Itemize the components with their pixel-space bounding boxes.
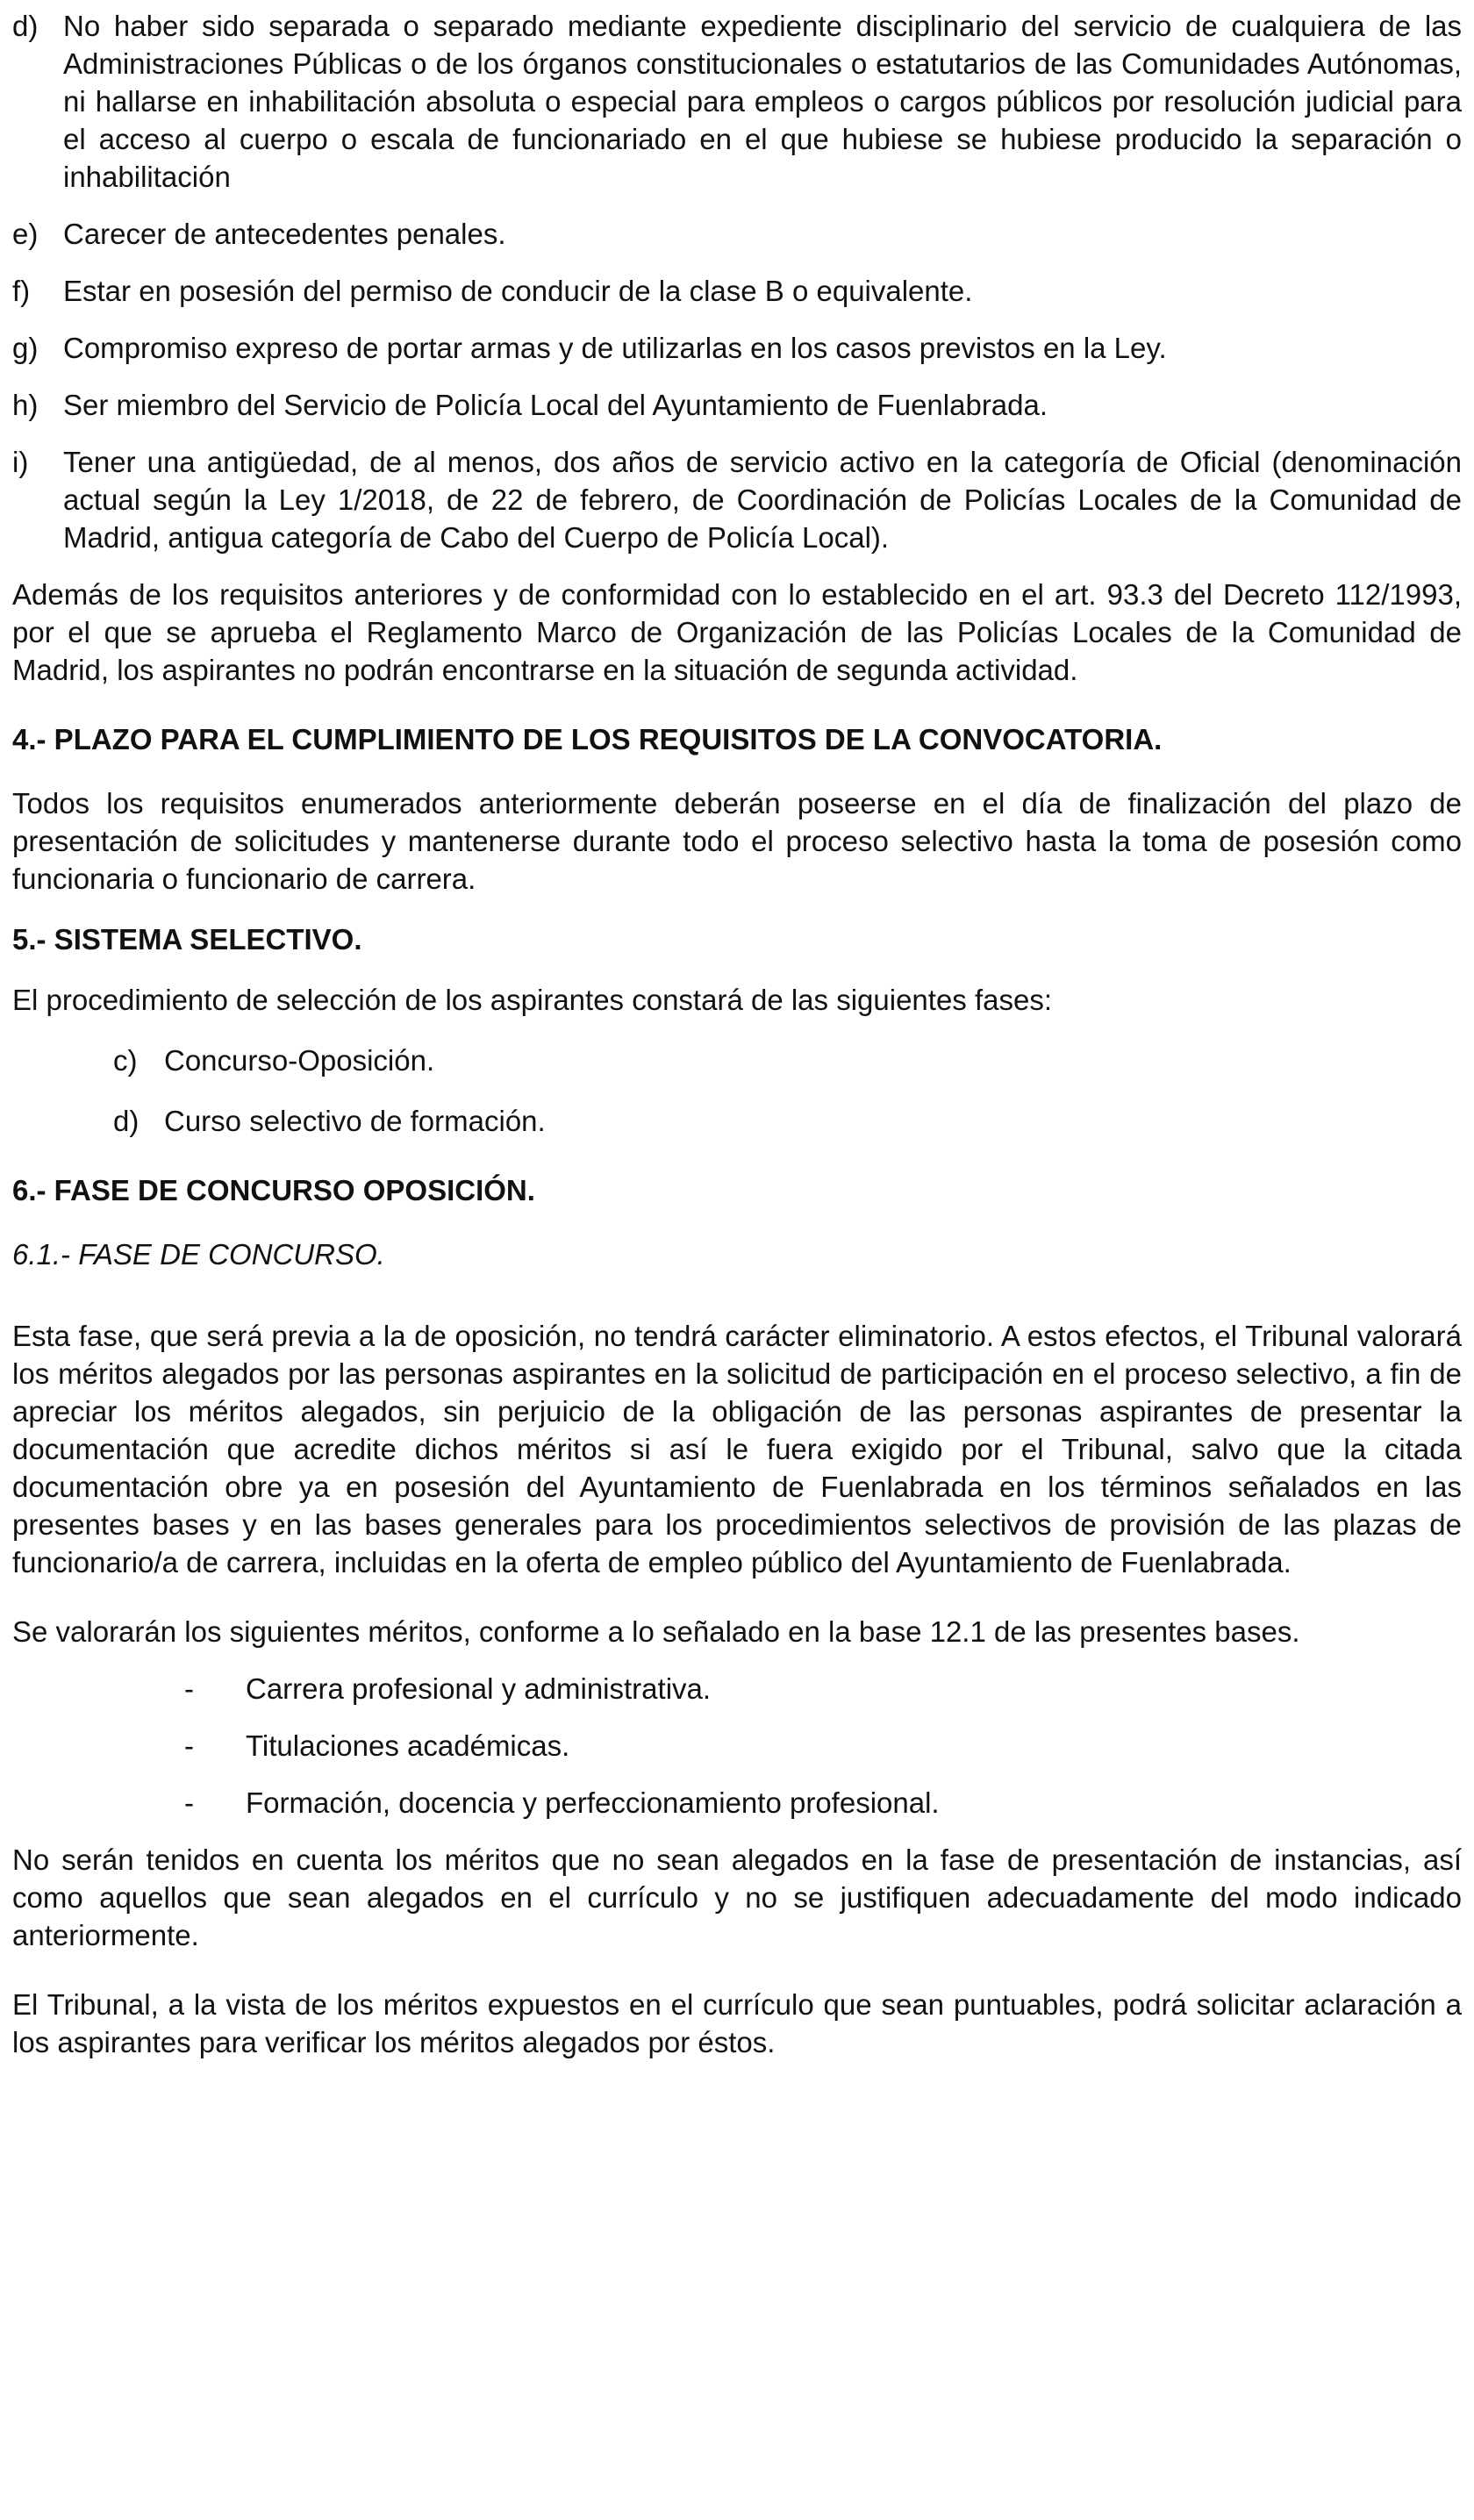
- list-marker: -: [184, 1672, 194, 1705]
- requirement-text: Estar en posesión del permiso de conducir de la clase B o equivalente.: [63, 275, 973, 307]
- list-marker: -: [184, 1729, 194, 1762]
- merit-text: Carrera profesional y administrativa.: [246, 1672, 712, 1705]
- merit-item: [184, 1727, 1462, 1765]
- list-marker: f): [12, 275, 31, 307]
- requirement-i: [12, 443, 1462, 556]
- phase-item: [113, 1102, 1462, 1140]
- list-marker: i): [12, 446, 29, 478]
- requirement-g: [12, 329, 1462, 367]
- merits-list: [184, 1670, 1462, 1822]
- list-marker: d): [12, 10, 39, 42]
- requirement-d: [12, 7, 1462, 196]
- requirement-h: [12, 386, 1462, 424]
- section-6-paragraph-4: El Tribunal, a la vista de los méritos expuestos en el currículo que sean puntuables, podrá solicitar aclaración a los aspirantes para verificar los méritos alegados por éstos.: [12, 1988, 1462, 2058]
- section-4-heading: 4.- PLAZO PARA EL CUMPLIMIENTO DE LOS REQUISITOS DE LA CONVOCATORIA.: [12, 723, 1163, 755]
- requirement-f: [12, 272, 1462, 310]
- merit-text: Titulaciones académicas.: [246, 1729, 570, 1762]
- list-marker: e): [12, 218, 39, 250]
- section-5-heading: 5.- SISTEMA SELECTIVO.: [12, 923, 362, 956]
- phases-list: [113, 1042, 1462, 1140]
- requirement-e: [12, 215, 1462, 253]
- list-marker: c): [113, 1044, 138, 1077]
- list-marker: -: [184, 1786, 194, 1819]
- section-5-intro: El procedimiento de selección de los aspirantes constará de las siguientes fases:: [12, 984, 1053, 1016]
- requirement-text: No haber sido separada o separado mediante expediente disciplinario del servicio de cualquiera de las Administraciones Públicas o de los órganos constitucionales o estatutarios de las Comunidades Autónomas, ni hallarse en inhabilitación absoluta o especial para empleos o cargos públicos por resolución judicial para el acceso al cuerpo o escala de funcionariado en el que hubiese se hubiese producido la separación o inhabilitación: [63, 10, 1462, 193]
- requirement-text: Tener una antigüedad, de al menos, dos años de servicio activo en la categoría de Oficial (denominación actual según la Ley 1/2018, de 22 de febrero, de Coordinación de Policías Locales de la Comunidad de Madrid, antigua categoría de Cabo del Cuerpo de Policía Local).: [63, 446, 1462, 554]
- requirement-text: Compromiso expreso de portar armas y de utilizarlas en los casos previstos en la Ley.: [63, 332, 1167, 364]
- requirements-note: Además de los requisitos anteriores y de conformidad con lo establecido en el art. 93.3 del Decreto 112/1993, por el que se aprueba el Reglamento Marco de Organización de las Policías Locales de la Comunidad de Madrid, los aspirantes no podrán encontrarse en la situación de segunda actividad.: [12, 578, 1462, 686]
- list-marker: h): [12, 389, 39, 421]
- phase-item: [113, 1042, 1462, 1079]
- phase-text: Concurso-Oposición.: [164, 1044, 435, 1077]
- list-marker: g): [12, 332, 39, 364]
- merit-item: [184, 1670, 1462, 1707]
- section-6-paragraph-1: Esta fase, que será previa a la de oposición, no tendrá carácter eliminatorio. A estos efectos, el Tribunal valorará los méritos alegados por las personas aspirantes en la solicitud de participación en el proceso selectivo, a fin de apreciar los méritos alegados, sin perjuicio de la obligación de las personas aspirantes de presentar la documentación que acredite dichos méritos si así le fuera exigido por el Tribunal, salvo que la citada documentación obre ya en posesión del Ayuntamiento de Fuenlabrada en los términos señalados en las presentes bases y en las bases generales para los procedimientos selectivos de provisión de las plazas de funcionario/a de carrera, incluidas en la oferta de empleo público del Ayuntamiento de Fuenlabrada.: [12, 1320, 1462, 1579]
- section-4-body: Todos los requisitos enumerados anteriormente deberán poseerse en el día de finalización del plazo de presentación de solicitudes y mantenerse durante todo el proceso selectivo hasta la toma de posesión como funcionaria o funcionario de carrera.: [12, 787, 1462, 895]
- section-6-heading: 6.- FASE DE CONCURSO OPOSICIÓN.: [12, 1174, 535, 1206]
- section-6-paragraph-3: No serán tenidos en cuenta los méritos que no sean alegados en la fase de presentación de instancias, así como aquellos que sean alegados en el currículo y no se justifiquen adecuadamente del modo indicado anteriormente.: [12, 1843, 1462, 1951]
- list-marker: d): [113, 1105, 140, 1137]
- requirement-text: Carecer de antecedentes penales.: [63, 218, 506, 250]
- document-page: [12, 7, 1462, 2061]
- section-6-paragraph-2: Se valorarán los siguientes méritos, conforme a lo señalado en la base 12.1 de las presentes bases.: [12, 1615, 1300, 1648]
- requirement-text: Ser miembro del Servicio de Policía Local del Ayuntamiento de Fuenlabrada.: [63, 389, 1048, 421]
- merit-item: [184, 1784, 1462, 1822]
- phase-text: Curso selectivo de formación.: [164, 1105, 546, 1137]
- merit-text: Formación, docencia y perfeccionamiento profesional.: [246, 1786, 940, 1819]
- section-6-1-subheading: 6.1.- FASE DE CONCURSO.: [12, 1238, 385, 1271]
